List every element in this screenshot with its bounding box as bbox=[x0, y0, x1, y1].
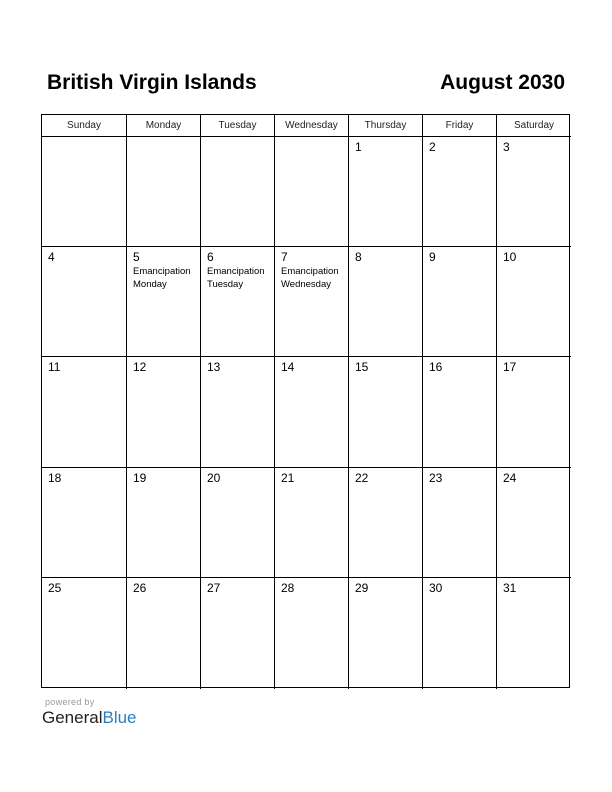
day-cell bbox=[42, 247, 127, 357]
day-number: 21 bbox=[281, 471, 295, 485]
day-cell bbox=[349, 468, 423, 578]
day-number: 28 bbox=[281, 581, 295, 595]
weekday-header: Tuesday bbox=[201, 115, 275, 137]
day-cell bbox=[423, 247, 497, 357]
day-cell bbox=[423, 357, 497, 468]
day-number: 19 bbox=[133, 471, 147, 485]
generalblue-logo[interactable] bbox=[42, 708, 137, 728]
day-cell bbox=[201, 578, 275, 689]
brand-blue-text: Blue bbox=[102, 708, 137, 727]
holiday-label: Emancipation Wednesday bbox=[281, 266, 339, 290]
day-number: 22 bbox=[355, 471, 369, 485]
day-number: 5 bbox=[133, 250, 140, 264]
day-cell bbox=[423, 468, 497, 578]
day-number: 10 bbox=[503, 250, 517, 264]
day-number: 29 bbox=[355, 581, 369, 595]
weekday-header: Saturday bbox=[497, 115, 571, 137]
day-number: 9 bbox=[429, 250, 436, 264]
day-cell bbox=[275, 468, 349, 578]
calendar-grid bbox=[41, 114, 570, 688]
day-cell bbox=[423, 137, 497, 247]
day-cell bbox=[201, 468, 275, 578]
day-number: 6 bbox=[207, 250, 214, 264]
day-number: 7 bbox=[281, 250, 288, 264]
day-cell bbox=[201, 357, 275, 468]
day-cell bbox=[423, 578, 497, 689]
day-number: 30 bbox=[429, 581, 443, 595]
day-cell bbox=[497, 468, 571, 578]
day-number: 8 bbox=[355, 250, 362, 264]
day-number: 27 bbox=[207, 581, 221, 595]
day-number: 20 bbox=[207, 471, 221, 485]
weekday-header: Thursday bbox=[349, 115, 423, 137]
holiday-label: Emancipation Monday bbox=[133, 266, 191, 290]
day-number: 2 bbox=[429, 140, 436, 154]
day-cell bbox=[275, 357, 349, 468]
weekday-header: Monday bbox=[127, 115, 201, 137]
day-number: 17 bbox=[503, 360, 517, 374]
month-year-title: August 2030 bbox=[440, 71, 565, 94]
day-cell bbox=[127, 137, 201, 247]
day-number: 11 bbox=[48, 360, 61, 374]
brand-general-text: General bbox=[42, 708, 103, 727]
day-number: 24 bbox=[503, 471, 517, 485]
day-number: 23 bbox=[429, 471, 443, 485]
day-cell bbox=[349, 578, 423, 689]
day-number: 26 bbox=[133, 581, 147, 595]
weekday-header: Wednesday bbox=[275, 115, 349, 137]
day-cell bbox=[275, 578, 349, 689]
day-cell bbox=[42, 137, 127, 247]
day-number: 12 bbox=[133, 360, 147, 374]
weekday-header: Friday bbox=[423, 115, 497, 137]
weekday-header: Sunday bbox=[42, 115, 127, 137]
day-number: 25 bbox=[48, 581, 62, 595]
day-cell bbox=[275, 247, 349, 357]
day-cell bbox=[42, 357, 127, 468]
country-title: British Virgin Islands bbox=[47, 71, 257, 94]
day-cell bbox=[275, 137, 349, 247]
day-cell bbox=[349, 137, 423, 247]
day-cell bbox=[349, 357, 423, 468]
day-cell bbox=[497, 357, 571, 468]
day-cell bbox=[127, 468, 201, 578]
day-cell bbox=[127, 578, 201, 689]
day-number: 16 bbox=[429, 360, 443, 374]
day-cell bbox=[201, 247, 275, 357]
day-number: 1 bbox=[355, 140, 362, 154]
day-cell bbox=[201, 137, 275, 247]
day-number: 13 bbox=[207, 360, 221, 374]
day-number: 18 bbox=[48, 471, 62, 485]
day-number: 31 bbox=[503, 581, 517, 595]
day-cell bbox=[127, 357, 201, 468]
day-cell bbox=[42, 468, 127, 578]
day-number: 3 bbox=[503, 140, 510, 154]
day-cell bbox=[497, 247, 571, 357]
powered-by-label: powered by bbox=[45, 697, 95, 707]
day-cell bbox=[127, 247, 201, 357]
day-cell bbox=[497, 137, 571, 247]
holiday-label: Emancipation Tuesday bbox=[207, 266, 265, 290]
day-cell bbox=[497, 578, 571, 689]
day-number: 15 bbox=[355, 360, 369, 374]
day-cell bbox=[42, 578, 127, 689]
day-number: 4 bbox=[48, 250, 55, 264]
day-cell bbox=[349, 247, 423, 357]
day-number: 14 bbox=[281, 360, 295, 374]
